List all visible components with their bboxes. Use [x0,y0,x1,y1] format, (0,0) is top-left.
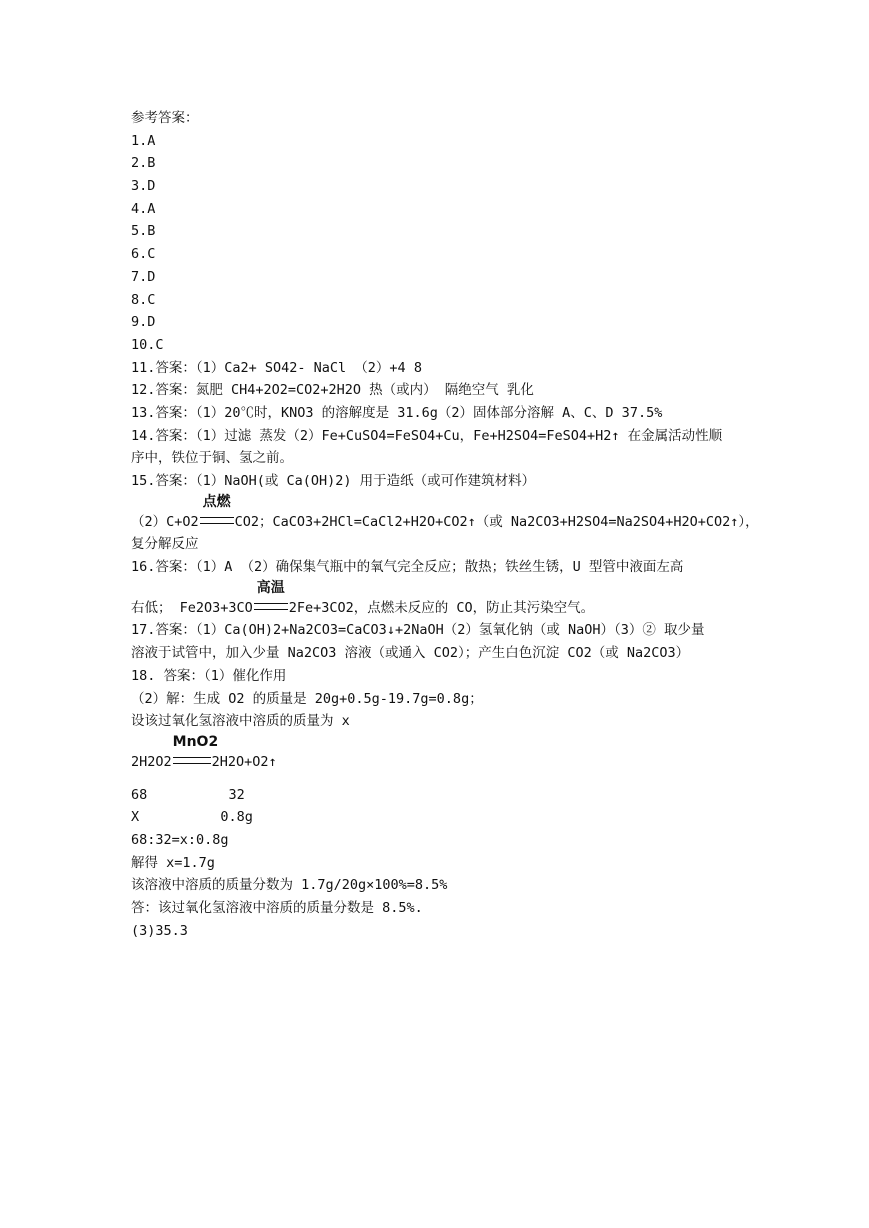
condition-label: MnO2 [172,733,219,750]
answer-15-reaction-right: CO2；CaCO3+2HCl=CaCl2+H2O+CO2↑（或 Na2CO3+H2SO4=Na2SO4+H2O+CO2↑）， [234,513,759,530]
double-arrow-line [173,757,211,764]
double-arrow-line [254,603,288,610]
condition-label: 高温 [256,579,285,596]
answer-14-line-1: 14.答案：（1）过滤 蒸发（2）Fe+CuSO4=FeSO4+Cu，Fe+H2SO4=FeSO4+H2↑ 在金属活动性顺 [131,427,723,444]
answer-heading: 参考答案： [131,110,199,126]
equation-right: 2H2O+O2↑ [211,753,277,770]
answer-18-part-3: (3)35.3 [131,922,188,939]
answer-key [131,107,781,942]
answer-1: 1.A [131,132,156,149]
answer-16-line-1: 16.答案：（1）A （2）确保集气瓶中的氧气完全反应；散热；铁丝生锈，U 型管中液面左高 [131,559,684,576]
answer-18-proportion: 68:32=x:0.8g [131,831,229,848]
equation-left: 2H2O2 [131,753,172,770]
reaction-condition-high-temp [254,579,288,620]
answer-7: 7.D [131,268,156,285]
answer-18-fraction: 该溶液中溶质的质量分数为 1.7g/20g×100%=8.5% [131,877,448,894]
condition-label: 点燃 [202,493,231,510]
answer-18-equation [131,733,781,774]
double-arrow-line [200,517,234,524]
answer-16-reaction-right: 2Fe+3CO2，点燃未反应的 CO，防止其污染空气。 [288,599,595,616]
answer-3: 3.D [131,178,156,195]
reaction-condition-catalyst [172,733,219,774]
answer-15-line-1: 15.答案：（1）NaOH(或 Ca(OH)2) 用于造纸（或可作建筑材料） [131,473,536,489]
answer-18-line-1: 18. 答案：（1）催化作用 [131,667,287,684]
answer-18-ratio-row-2: X 0.8g [131,809,253,826]
answer-4: 4.A [131,200,156,217]
answer-16-reaction-left: 右低； Fe2O3+3CO [131,599,253,616]
answer-2: 2.B [131,155,156,172]
answer-18-solve: 解得 x=1.7g [131,854,215,871]
answer-5: 5.B [131,223,156,240]
answer-18-conclusion: 答：该过氧化氢溶液中溶质的质量分数是 8.5%. [131,900,423,916]
answer-6: 6.C [131,246,156,263]
answer-9: 9.D [131,314,156,331]
answer-15-reaction-left: （2）C+O2 [131,513,199,530]
reaction-condition-ignite [200,493,234,534]
answer-17-line-2: 溶液于试管中，加入少量 Na2CO3 溶液（或通入 CO2）；产生白色沉淀 CO2（或 Na2CO3） [131,645,690,662]
answer-10: 10.C [131,336,164,353]
answer-18-ratio-row-1: 68 32 [131,786,245,803]
answer-15-line-3: 复分解反应 [131,536,199,553]
answer-11: 11.答案：（1）Ca2+ SO42- NaCl （2）+4 8 [131,359,422,376]
answer-8: 8.C [131,291,156,308]
answer-17-line-1: 17.答案：（1）Ca(OH)2+Na2CO3=CaCO3↓+2NaOH（2）氢氧化钠（或 NaOH）（3）② 取少量 [131,622,705,639]
answer-12: 12.答案：氮肥 CH4+2O2=CO2+2H2O 热（或内） 隔绝空气 乳化 [131,382,534,399]
answer-13: 13.答案：（1）20℃时，KNO3 的溶解度是 31.6g（2）固体部分溶解 A、C、D 37.5% [131,404,663,421]
answer-15-line-2 [131,493,781,534]
answer-16-line-2 [131,579,781,620]
answer-18-line-3: 设该过氧化氢溶液中溶质的质量为 x [131,713,350,730]
answer-14-line-2: 序中，铁位于铜、氢之前。 [131,450,293,467]
answer-18-line-2: （2）解：生成 O2 的质量是 20g+0.5g-19.7g=0.8g； [131,690,483,707]
